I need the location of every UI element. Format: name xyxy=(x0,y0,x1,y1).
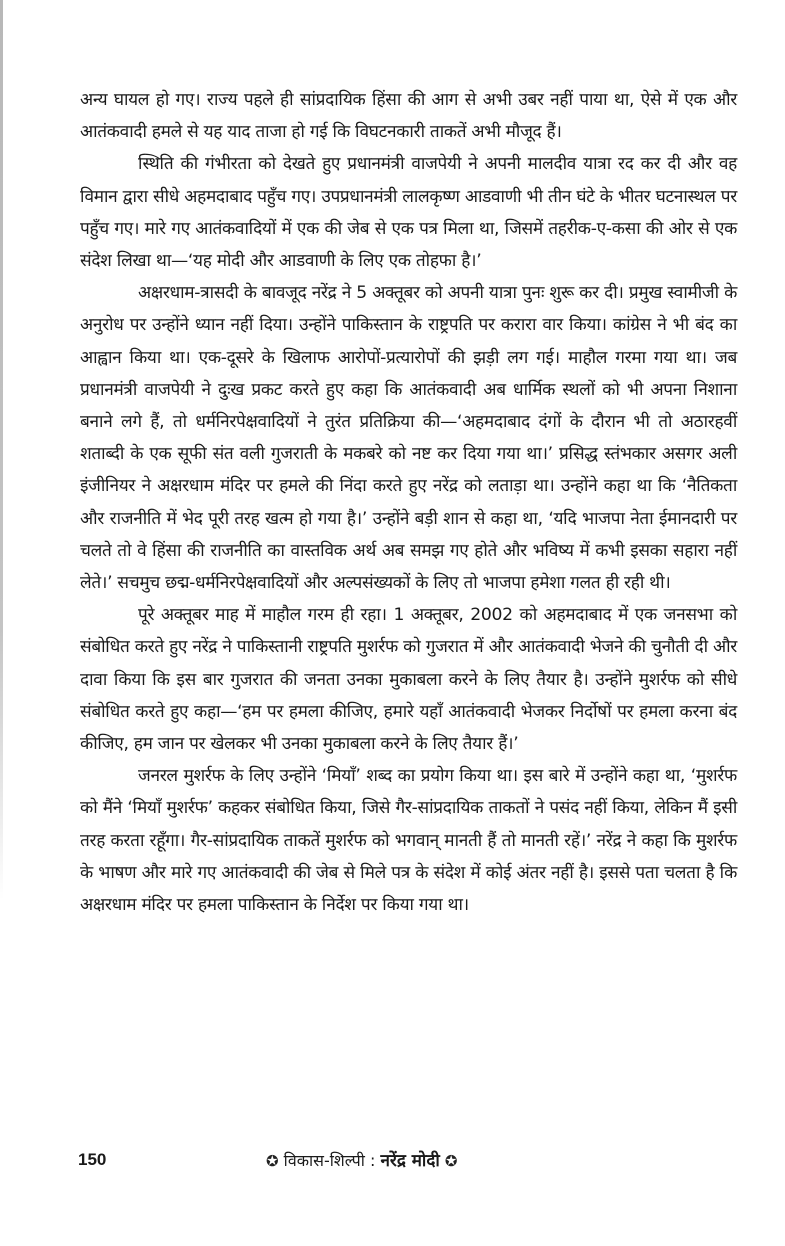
paragraph-3: अक्षरधाम-त्रासदी के बावजूद नरेंद्र ने 5 अक्तूबर को अपनी यात्रा पुनः शुरू कर दी। प्रमुख स्वामीजी के अनुरोध पर उन्होंने ध्यान नहीं दिया। उन्होंने पाकिस्तान के राष्ट्रपति पर करारा वार किया। कांग्रेस ने भी बंद का आह्वान किया था। एक-दूसरे के खिलाफ आरोपों-प्रत्यारोपों की झड़ी लग गई। माहौल गरमा गया था। जब प्रधानमंत्री वाजपेयी ने दुःख प्रकट करते हुए कहा कि आतंकवादी अब धार्मिक स्थलों को भी अपना निशाना बनाने लगे हैं, तो धर्मनिरपेक्षवादियों ने तुरंत प्रतिक्रिया की—‘अहमदाबाद दंगों के दौरान भी तो अठारहवीं शताब्दी के एक सूफी संत वली गुजराती के मकबरे को नष्ट कर दिया गया था।’ प्रसिद्ध स्तंभकार असगर अली इंजीनियर ने अक्षरधाम मंदिर पर हमले की निंदा करते हुए नरेंद्र को लताड़ा था। उन्होंने कहा था कि ‘नैतिकता और राजनीति में भेद पूरी तरह खत्म हो गया है।’ उन्होंने बड़ी शान से कहा था, ‘यदि भाजपा नेता ईमानदारी पर चलते तो वे हिंसा की राजनीति का वास्तविक अर्थ अब समझ गए होते और भविष्य में कभी इसका सहारा नहीं लेते।’ सचमुच छद्म-धर्मनिरपेक्षवादियों और अल्पसंख्यकों के लिए तो भाजपा हमेशा गलत ही रही थी। xyxy=(80,283,737,594)
page-footer xyxy=(78,1148,738,1178)
paragraph-1: अन्य घायल हो गए। राज्य पहले ही सांप्रदायिक हिंसा की आग से अभी उबर नहीं पाया था, ऐसे में एक और आतंकवादी हमले से यह याद ताजा हो गई कि विघटनकारी ताकतें अभी मौजूद हैं। xyxy=(80,90,737,143)
paragraph-2: स्थिति की गंभीरता को देखते हुए प्रधानमंत्री वाजपेयी ने अपनी मालदीव यात्रा रद कर दी और वह विमान द्वारा सीधे अहमदाबाद पहुँच गए। उपप्रधानमंत्री लालकृष्ण आडवाणी भी तीन घंटे के भीतर घटनास्थल पर पहुँच गए। मारे गए आतंकवादियों में एक की जेब से एक पत्र मिला था, जिसमें तहरीक-ए-कसा की ओर से एक संदेश लिखा था—‘यह मोदी और आडवाणी के लिए एक तोहफा है।’ xyxy=(80,154,737,272)
page-edge-shadow xyxy=(0,0,3,900)
book-subtitle: विकास-शिल्पी : xyxy=(283,1151,376,1170)
flower-ornament-icon: ✪ xyxy=(444,1152,458,1170)
paragraph-4: पूरे अक्तूबर माह में माहौल गरम ही रहा। 1 अक्तूबर, 2002 को अहमदाबाद में एक जनसभा को संबोधित करते हुए नरेंद्र ने पाकिस्तानी राष्ट्रपति मुशर्रफ को गुजरात में और आतंकवादी भेजने की चुनौती दी और दावा किया कि इस बार गुजरात की जनता उनका मुकाबला करने के लिए तैयार है। उन्होंने मुशर्रफ को सीधे संबोधित करते हुए कहा—‘हम पर हमला कीजिए, हमारे यहाँ आतंकवादी भेजकर निर्दोषों पर हमला करना बंद कीजिए, हम जान पर खेलकर भी उनका मुकाबला करने के लिए तैयार हैं।’ xyxy=(80,605,737,755)
page-number: 150 xyxy=(78,1150,107,1169)
page-body xyxy=(80,84,737,921)
paragraph-5: जनरल मुशर्रफ के लिए उन्होंने ‘मियाँ’ शब्द का प्रयोग किया था। इस बारे में उन्होंने कहा था, ‘मुशर्रफ को मैंने ‘मियाँ मुशर्रफ’ कहकर संबोधित किया, जिसे गैर-सांप्रदायिक ताकतों ने पसंद नहीं किया, लेकिन मैं इसी तरह करता रहूँगा। गैर-सांप्रदायिक ताकतें मुशर्रफ को भगवान् मानती हैं तो मानती रहें।’ नरेंद्र ने कहा कि मुशर्रफ के भाषण और मारे गए आतंकवादी की जेब से मिले पत्र के संदेश में कोई अंतर नहीं है। इससे पता चलता है कि अक्षरधाम मंदिर पर हमला पाकिस्तान के निर्देश पर किया गया था। xyxy=(80,766,737,916)
book-author-name: नरेंद्र मोदी xyxy=(380,1151,440,1171)
running-title xyxy=(266,1148,457,1171)
flower-ornament-icon: ✪ xyxy=(266,1152,279,1170)
